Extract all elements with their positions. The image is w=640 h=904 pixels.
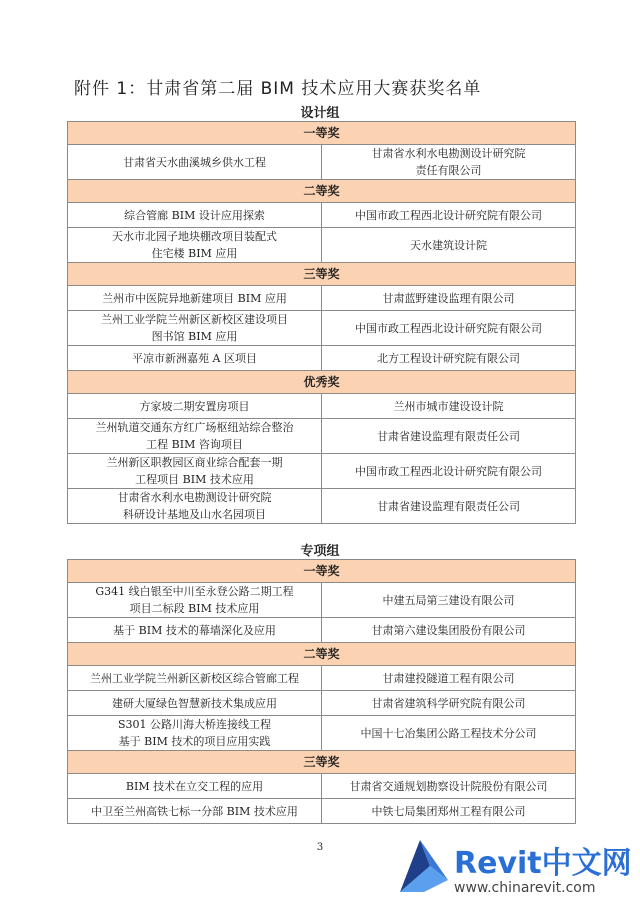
award-section-header [68, 751, 576, 774]
organization-name: 甘肃省交通规划勘察设计院股份有限公司 [322, 774, 576, 799]
table-row [68, 583, 576, 618]
project-name: 兰州新区职教园区商业综合配套一期 工程项目 BIM 技术应用 [68, 454, 322, 489]
award-section-header [68, 180, 576, 203]
table-row [68, 618, 576, 643]
project-name: 综合管廊 BIM 设计应用探索 [68, 203, 322, 228]
award-level-label: 三等奖 [68, 263, 576, 286]
award-section-header [68, 122, 576, 145]
organization-name: 甘肃蓝野建设监理有限公司 [322, 286, 576, 311]
table-row [68, 311, 576, 346]
table-row [68, 799, 576, 824]
award-section-header [68, 643, 576, 666]
project-name: S301 公路川海大桥连接线工程 基于 BIM 技术的项目应用实践 [68, 716, 322, 751]
project-name: 兰州市中医院异地新建项目 BIM 应用 [68, 286, 322, 311]
project-name: 建研大厦绿色智慧新技术集成应用 [68, 691, 322, 716]
watermark-brand: Revit中文网 [454, 846, 632, 881]
organization-name: 中国市政工程西北设计研究院有限公司 [322, 203, 576, 228]
special-group-table [67, 559, 576, 824]
organization-name: 兰州市城市建设设计院 [322, 394, 576, 419]
project-name: 平凉市新洲嘉苑 A 区项目 [68, 346, 322, 371]
project-name: 方家坡二期安置房项目 [68, 394, 322, 419]
organization-name: 甘肃省建设监理有限责任公司 [322, 419, 576, 454]
table-row [68, 286, 576, 311]
project-name: 基于 BIM 技术的幕墙深化及应用 [68, 618, 322, 643]
organization-name: 中铁七局集团郑州工程有限公司 [322, 799, 576, 824]
organization-name: 中国十七冶集团公路工程技术分公司 [322, 716, 576, 751]
table-row [68, 145, 576, 180]
organization-name: 甘肃建投隧道工程有限公司 [322, 666, 576, 691]
watermark-url: www.chinarevit.com [454, 880, 596, 896]
award-level-label: 三等奖 [68, 751, 576, 774]
project-name: 中卫至兰州高铁七标一分部 BIM 技术应用 [68, 799, 322, 824]
group-title-special: 专项组 [300, 544, 340, 559]
page-number: 3 [316, 842, 324, 853]
project-name: 甘肃省水利水电勘测设计研究院 科研设计基地及山水名园项目 [68, 489, 322, 524]
table-row [68, 394, 576, 419]
table-row [68, 774, 576, 799]
table-row [68, 716, 576, 751]
organization-name: 甘肃省水利水电勘测设计研究院 责任有限公司 [322, 145, 576, 180]
organization-name: 天水建筑设计院 [322, 228, 576, 263]
group-title-design: 设计组 [300, 106, 340, 121]
table-row [68, 419, 576, 454]
document-title: 附件 1：甘肃省第二届 BIM 技术应用大赛获奖名单 [74, 79, 482, 99]
watermark [392, 828, 640, 904]
award-section-header [68, 263, 576, 286]
award-level-label: 二等奖 [68, 180, 576, 203]
revit-logo-icon [396, 836, 452, 896]
table-row [68, 346, 576, 371]
project-name: 天水市北园子地块棚改项目装配式 住宅楼 BIM 应用 [68, 228, 322, 263]
table-row [68, 666, 576, 691]
project-name: 甘肃省天水曲溪城乡供水工程 [68, 145, 322, 180]
project-name: G341 线白银至中川至永登公路二期工程 项目二标段 BIM 技术应用 [68, 583, 322, 618]
table-row [68, 454, 576, 489]
project-name: 兰州轨道交通东方红广场枢纽站综合整治 工程 BIM 咨询项目 [68, 419, 322, 454]
award-level-label: 优秀奖 [68, 371, 576, 394]
organization-name: 甘肃第六建设集团股份有限公司 [322, 618, 576, 643]
design-group-table [67, 121, 576, 524]
project-name: BIM 技术在立交工程的应用 [68, 774, 322, 799]
award-level-label: 一等奖 [68, 122, 576, 145]
table-row [68, 691, 576, 716]
organization-name: 甘肃省建设监理有限责任公司 [322, 489, 576, 524]
organization-name: 甘肃省建筑科学研究院有限公司 [322, 691, 576, 716]
award-section-header [68, 560, 576, 583]
organization-name: 中建五局第三建设有限公司 [322, 583, 576, 618]
organization-name: 中国市政工程西北设计研究院有限公司 [322, 311, 576, 346]
award-level-label: 二等奖 [68, 643, 576, 666]
table-row [68, 203, 576, 228]
table-row [68, 489, 576, 524]
organization-name: 北方工程设计研究院有限公司 [322, 346, 576, 371]
project-name: 兰州工业学院兰州新区新校区建设项目 图书馆 BIM 应用 [68, 311, 322, 346]
table-row [68, 228, 576, 263]
award-level-label: 一等奖 [68, 560, 576, 583]
project-name: 兰州工业学院兰州新区新校区综合管廊工程 [68, 666, 322, 691]
organization-name: 中国市政工程西北设计研究院有限公司 [322, 454, 576, 489]
award-section-header [68, 371, 576, 394]
